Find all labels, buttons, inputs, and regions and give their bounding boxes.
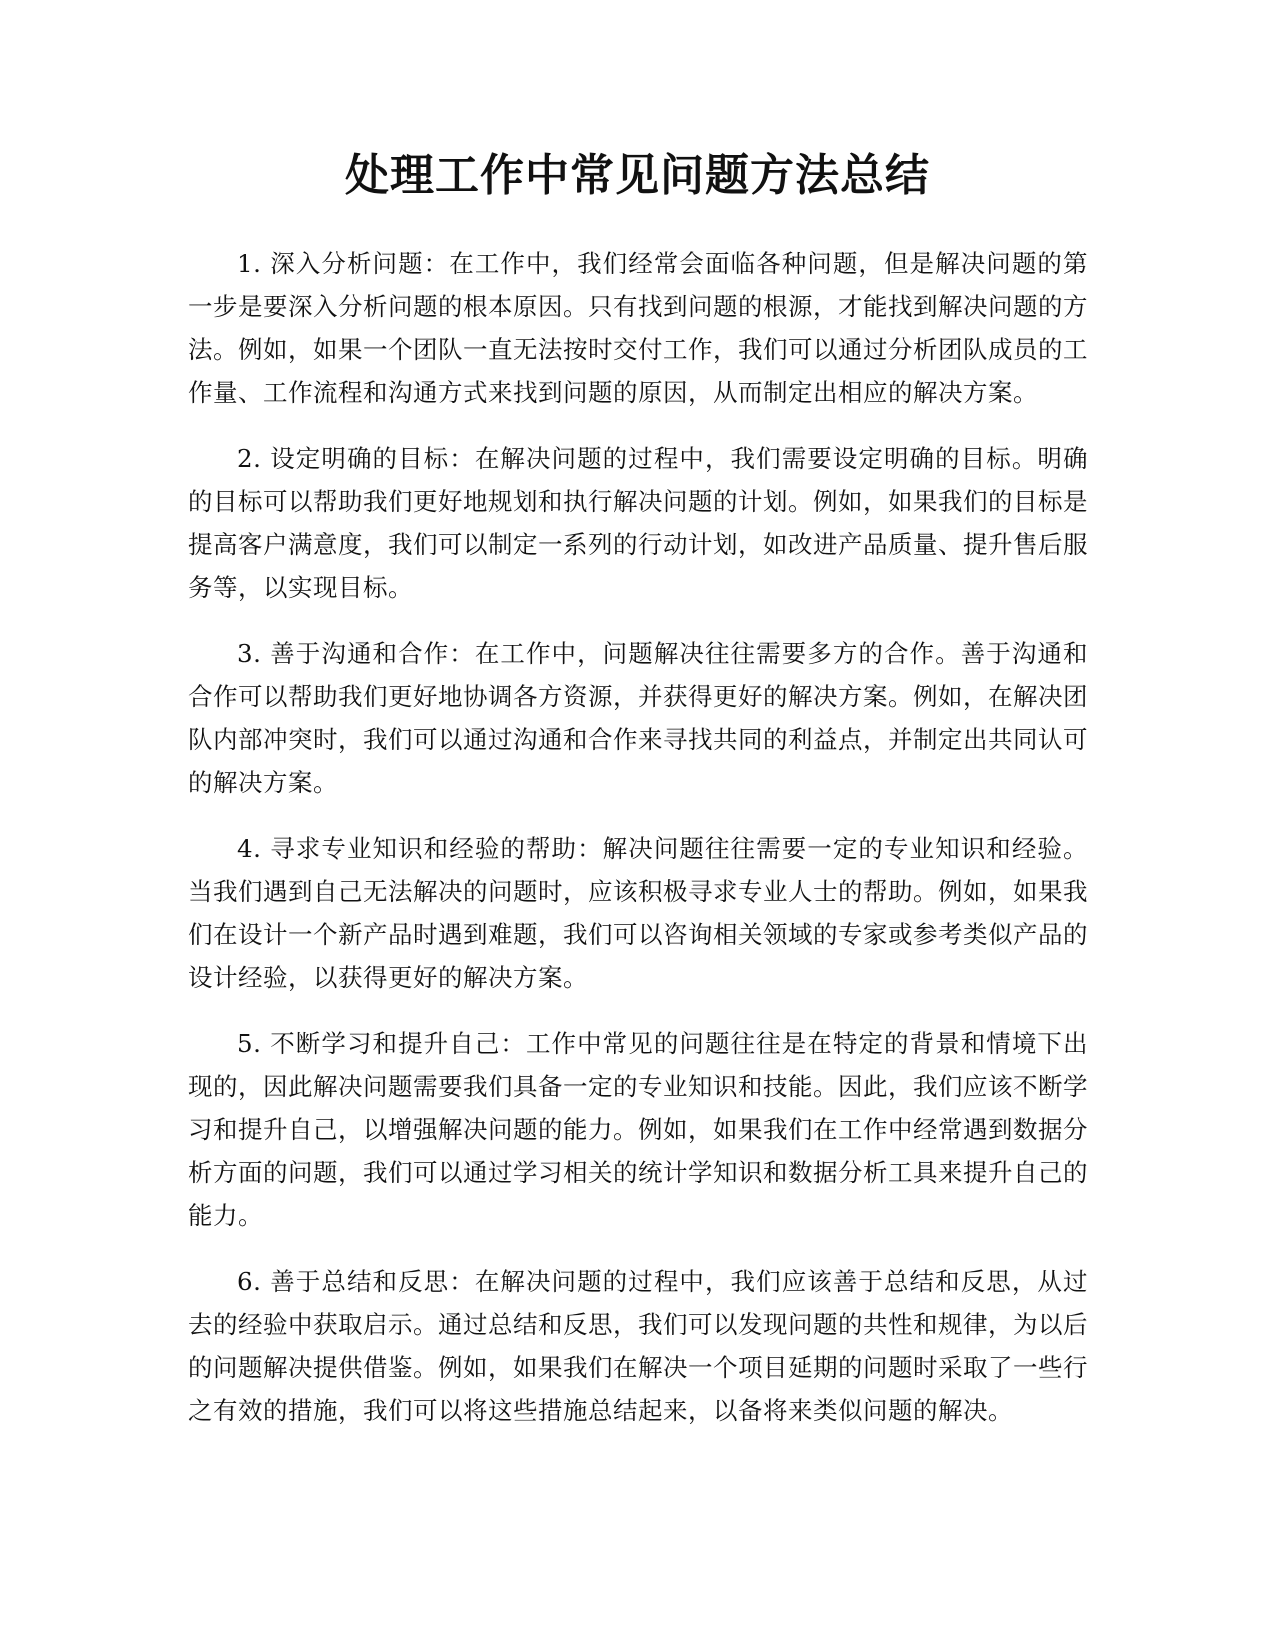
paragraph-6: 6. 善于总结和反思：在解决问题的过程中，我们应该善于总结和反思，从过去的经验中获取启示。通过总结和反思，我们可以发现问题的共性和规律，为以后的问题解决提供借鉴。例如，如果我们在解决一个项目延期的问题时采取了一些行之有效的措施，我们可以将这些措施总结起来，以备将来类似问题的解决。 [188, 1267, 1088, 1425]
document-title: 处理工作中常见问题方法总结 [345, 150, 930, 201]
document-body [188, 242, 1088, 1455]
paragraph-4: 4. 寻求专业知识和经验的帮助：解决问题往往需要一定的专业知识和经验。当我们遇到自己无法解决的问题时，应该积极寻求专业人士的帮助。例如，如果我们在设计一个新产品时遇到难题，我们可以咨询相关领域的专家或参考类似产品的设计经验，以获得更好的解决方案。 [188, 834, 1088, 992]
paragraph-1: 1. 深入分析问题：在工作中，我们经常会面临各种问题，但是解决问题的第一步是要深入分析问题的根本原因。只有找到问题的根源，才能找到解决问题的方法。例如，如果一个团队一直无法按时交付工作，我们可以通过分析团队成员的工作量、工作流程和沟通方式来找到问题的原因，从而制定出相应的解决方案。 [188, 249, 1088, 407]
paragraph-3: 3. 善于沟通和合作：在工作中，问题解决往往需要多方的合作。善于沟通和合作可以帮助我们更好地协调各方资源，并获得更好的解决方案。例如，在解决团队内部冲突时，我们可以通过沟通和合作来寻找共同的利益点，并制定出共同认可的解决方案。 [188, 639, 1088, 797]
paragraph-5: 5. 不断学习和提升自己：工作中常见的问题往往是在特定的背景和情境下出现的，因此解决问题需要我们具备一定的专业知识和技能。因此，我们应该不断学习和提升自己，以增强解决问题的能力。例如，如果我们在工作中经常遇到数据分析方面的问题，我们可以通过学习相关的统计学知识和数据分析工具来提升自己的能力。 [188, 1029, 1088, 1230]
paragraph-2: 2. 设定明确的目标：在解决问题的过程中，我们需要设定明确的目标。明确的目标可以帮助我们更好地规划和执行解决问题的计划。例如，如果我们的目标是提高客户满意度，我们可以制定一系列的行动计划，如改进产品质量、提升售后服务等，以实现目标。 [188, 444, 1088, 602]
